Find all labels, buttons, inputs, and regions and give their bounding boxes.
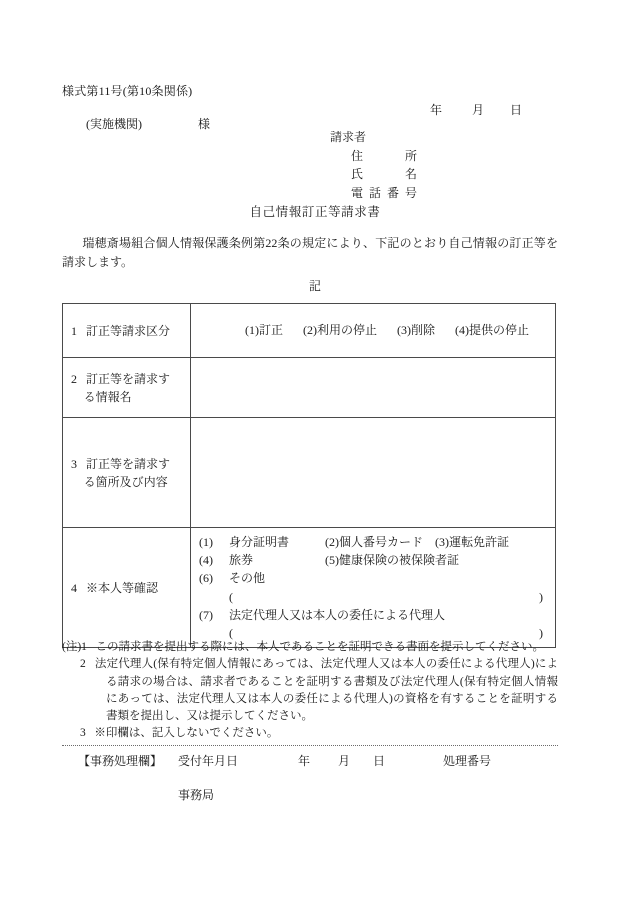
identity-option-7-label[interactable]: 法定代理人又は本人の委任による代理人 xyxy=(229,607,446,622)
requester-phone-row xyxy=(330,184,417,203)
note-3-number: 3 xyxy=(80,727,86,740)
admin-section-title: 【事務処理欄】 xyxy=(78,754,163,768)
identity-option-2-label[interactable]: 個人番号カード xyxy=(339,535,424,549)
identity-option-4-label[interactable]: 旅券 xyxy=(229,553,254,568)
table-row xyxy=(63,304,556,358)
notes-marker: (注) xyxy=(62,641,82,653)
identity-option-7-paren-close: ) xyxy=(539,626,543,641)
row-4-value-cell[interactable] xyxy=(191,528,556,648)
row-3-number: 3 xyxy=(71,456,77,471)
admin-year-label: 年 xyxy=(298,754,311,768)
identity-option-row-1 xyxy=(199,533,547,551)
note-1-number: 1 xyxy=(81,641,87,653)
row-3-label-cell xyxy=(63,418,191,528)
row-1-label xyxy=(63,318,190,344)
option-suspend-provision[interactable]: (4)提供の停止 xyxy=(455,323,529,338)
identity-option-5-label[interactable]: 健康保険の被保険者証 xyxy=(339,553,460,568)
requester-phone-label: 電話番号 xyxy=(351,185,417,200)
row-2-label xyxy=(63,366,190,410)
option-deletion[interactable]: (3)削除 xyxy=(397,323,435,338)
addressee-line xyxy=(86,115,210,134)
identity-option-row-3 xyxy=(199,569,547,587)
identity-option-row-2 xyxy=(199,551,547,569)
requester-address-label: 住所 xyxy=(351,148,417,163)
request-form-table xyxy=(62,303,556,648)
header-date-line xyxy=(430,101,530,120)
note-item-1 xyxy=(62,639,558,656)
row-2-value-cell[interactable] xyxy=(191,358,556,418)
row-1-label-text: 訂正等請求区分 xyxy=(86,323,171,338)
requester-address-row xyxy=(330,147,417,166)
row-4-label xyxy=(63,575,190,601)
row-3-label-text-line2: る箇所及び内容 xyxy=(83,474,168,489)
table-row xyxy=(63,418,556,528)
requester-block xyxy=(330,128,417,202)
row-2-label-cell xyxy=(63,358,191,418)
identity-option-7-paren-open: ( xyxy=(229,626,233,641)
request-category-options xyxy=(191,316,555,345)
requester-name-label: 氏名 xyxy=(351,167,417,182)
option-correction[interactable]: (1)訂正 xyxy=(245,323,283,338)
date-month-label: 月 xyxy=(472,103,485,117)
admin-received-date-label: 受付年月日 xyxy=(178,754,239,768)
identity-option-row-4 xyxy=(199,606,547,624)
row-2-label-text-line2: る情報名 xyxy=(83,389,132,404)
identity-option-1-label[interactable]: 身分証明書 xyxy=(229,535,290,549)
requester-name-row xyxy=(330,165,417,184)
row-3-value-cell[interactable] xyxy=(191,418,556,528)
admin-month-label: 月 xyxy=(338,754,351,768)
row-1-value-cell[interactable] xyxy=(191,304,556,358)
option-suspend-use[interactable]: (2)利用の停止 xyxy=(303,323,377,338)
row-1-label-cell xyxy=(63,304,191,358)
identity-option-6-label[interactable]: その他 xyxy=(229,571,266,586)
identity-option-4-number: (4) xyxy=(199,553,213,568)
lead-paragraph xyxy=(62,234,558,273)
note-3-text: ※印欄は、記入しないでください。 xyxy=(94,727,279,740)
row-3-label-text-line1: 訂正等を請求す xyxy=(86,456,171,471)
row-2-label-text-line1: 訂正等を請求す xyxy=(86,371,171,386)
addressee-honorific: 様 xyxy=(198,117,211,131)
admin-processing-row xyxy=(78,752,491,771)
identity-option-6-paren-close: ) xyxy=(539,589,543,604)
identity-option-1-number: (1) xyxy=(199,535,213,549)
table-row xyxy=(63,528,556,648)
note-item-2 xyxy=(62,656,558,725)
identity-option-6-fill-in[interactable] xyxy=(199,588,547,606)
note-1-body xyxy=(62,639,558,656)
row-4-label-text: ※本人等確認 xyxy=(86,580,159,595)
ki-marker: 記 xyxy=(308,279,321,293)
identity-verification-options xyxy=(191,528,555,647)
row-3-label xyxy=(63,451,190,495)
identity-option-3-label[interactable]: 運転免許証 xyxy=(449,535,510,549)
note-1-text: この請求書を提出する際には、本人であることを証明できる書面を提示してください。 xyxy=(95,641,545,653)
document-title: 自己情報訂正等請求書 xyxy=(249,205,381,219)
row-1-number: 1 xyxy=(71,323,77,338)
lead-paragraph-text: 瑞穂斎場組合個人情報保護条例第22条の規定により、下記のとおり自己情報の訂正等を請求します。 xyxy=(62,236,558,270)
identity-option-6-paren-open: ( xyxy=(229,589,233,604)
row-4-label-cell xyxy=(63,528,191,648)
admin-day-label: 日 xyxy=(373,754,386,768)
date-day-label: 日 xyxy=(510,103,523,117)
identity-option-7-number: (7) xyxy=(199,607,213,622)
addressee-organization: (実施機関) xyxy=(86,117,142,131)
notes-section xyxy=(62,639,558,743)
identity-option-2-number: (2) xyxy=(325,535,339,549)
row-2-number: 2 xyxy=(71,371,77,386)
identity-option-6-number: (6) xyxy=(199,571,213,586)
identity-option-3-number: (3) xyxy=(435,535,450,549)
note-2-number: 2 xyxy=(80,658,86,671)
note-item-3 xyxy=(62,725,558,742)
identity-option-5-number: (5) xyxy=(325,553,339,568)
requester-heading: 請求者 xyxy=(330,130,367,144)
table-row xyxy=(63,358,556,418)
form-number: 様式第11号(第10条関係) xyxy=(62,84,193,98)
date-year-label: 年 xyxy=(430,103,443,117)
note-2-text: 法定代理人(保有特定個人情報にあっては、法定代理人又は本人の委任による代理人)による請求の場合は、請求者であることを証明する書類及び法定代理人(保有特定個人情報にあっては、法定代理人又は本人の委任による代理人)の資格を有することを証明する書類を提出し、又は提示してください。 xyxy=(94,658,558,722)
row-4-number: 4 xyxy=(71,580,77,595)
admin-process-number-label: 処理番号 xyxy=(443,754,492,768)
section-divider xyxy=(62,745,558,746)
admin-bureau-label: 事務局 xyxy=(178,788,215,802)
